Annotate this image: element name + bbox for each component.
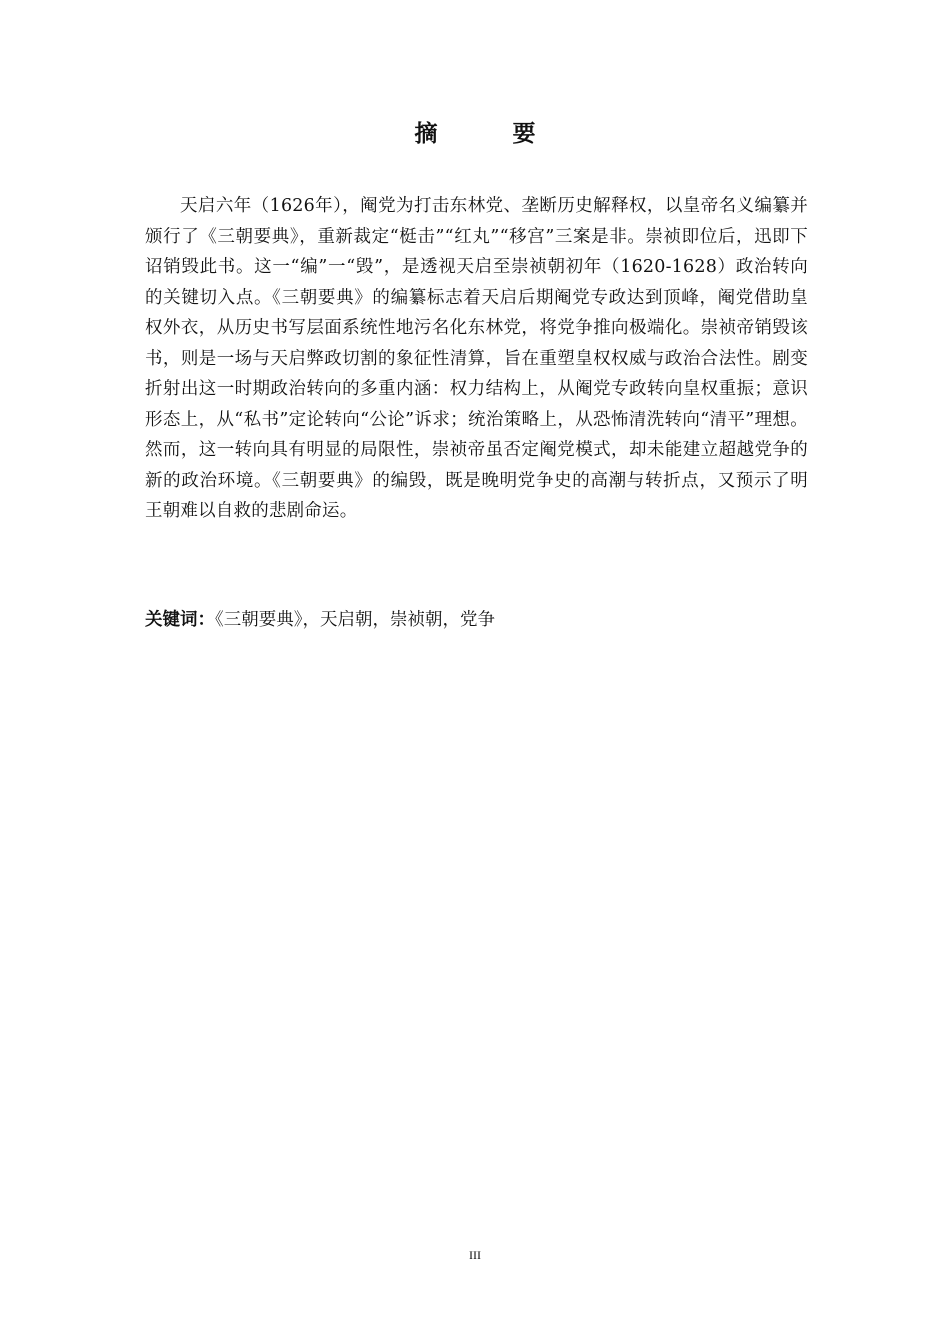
keywords-list: 《三朝要典》，天启朝，崇祯朝，党争 (215, 610, 495, 630)
page-number: III (469, 1248, 481, 1262)
keywords-label: 关键词： (145, 610, 215, 630)
abstract-body: 天启六年（1626年），阉党为打击东林党、垄断历史解释权，以皇帝名义编纂并颁行了《三朝要典》，重新裁定“梃击”“红丸”“移宫”三案是非。崇祯即位后，迅即下诏销毁此书。这一“编”一“毁”，是透视天启至崇祯朝初年（1620-1628）政治转向的关键切入点。《三朝要典》的编纂标志着天启后期阉党专政达到顶峰，阉党借助皇权外衣，从历史书写层面系统性地污名化东林党，将党争推向极端化。崇祯帝销毁该书，则是一场与天启弊政切割的象征性清算，旨在重塑皇权权威与政治合法性。剧变折射出这一时期政治转向的多重内涵：权力结构上，从阉党专政转向皇权重振；意识形态上，从“私书”定论转向“公论”诉求；统治策略上，从恐怖清洗转向“清平”理想。然而，这一转向具有明显的局限性，崇祯帝虽否定阉党模式，却未能建立超越党争的新的政治环境。《三朝要典》的编毁，既是晚明党争史的高潮与转折点，又预示了明王朝难以自救的悲剧命运。 (145, 196, 808, 521)
keywords-line (145, 605, 808, 635)
abstract-title: 摘 要 (414, 121, 562, 147)
